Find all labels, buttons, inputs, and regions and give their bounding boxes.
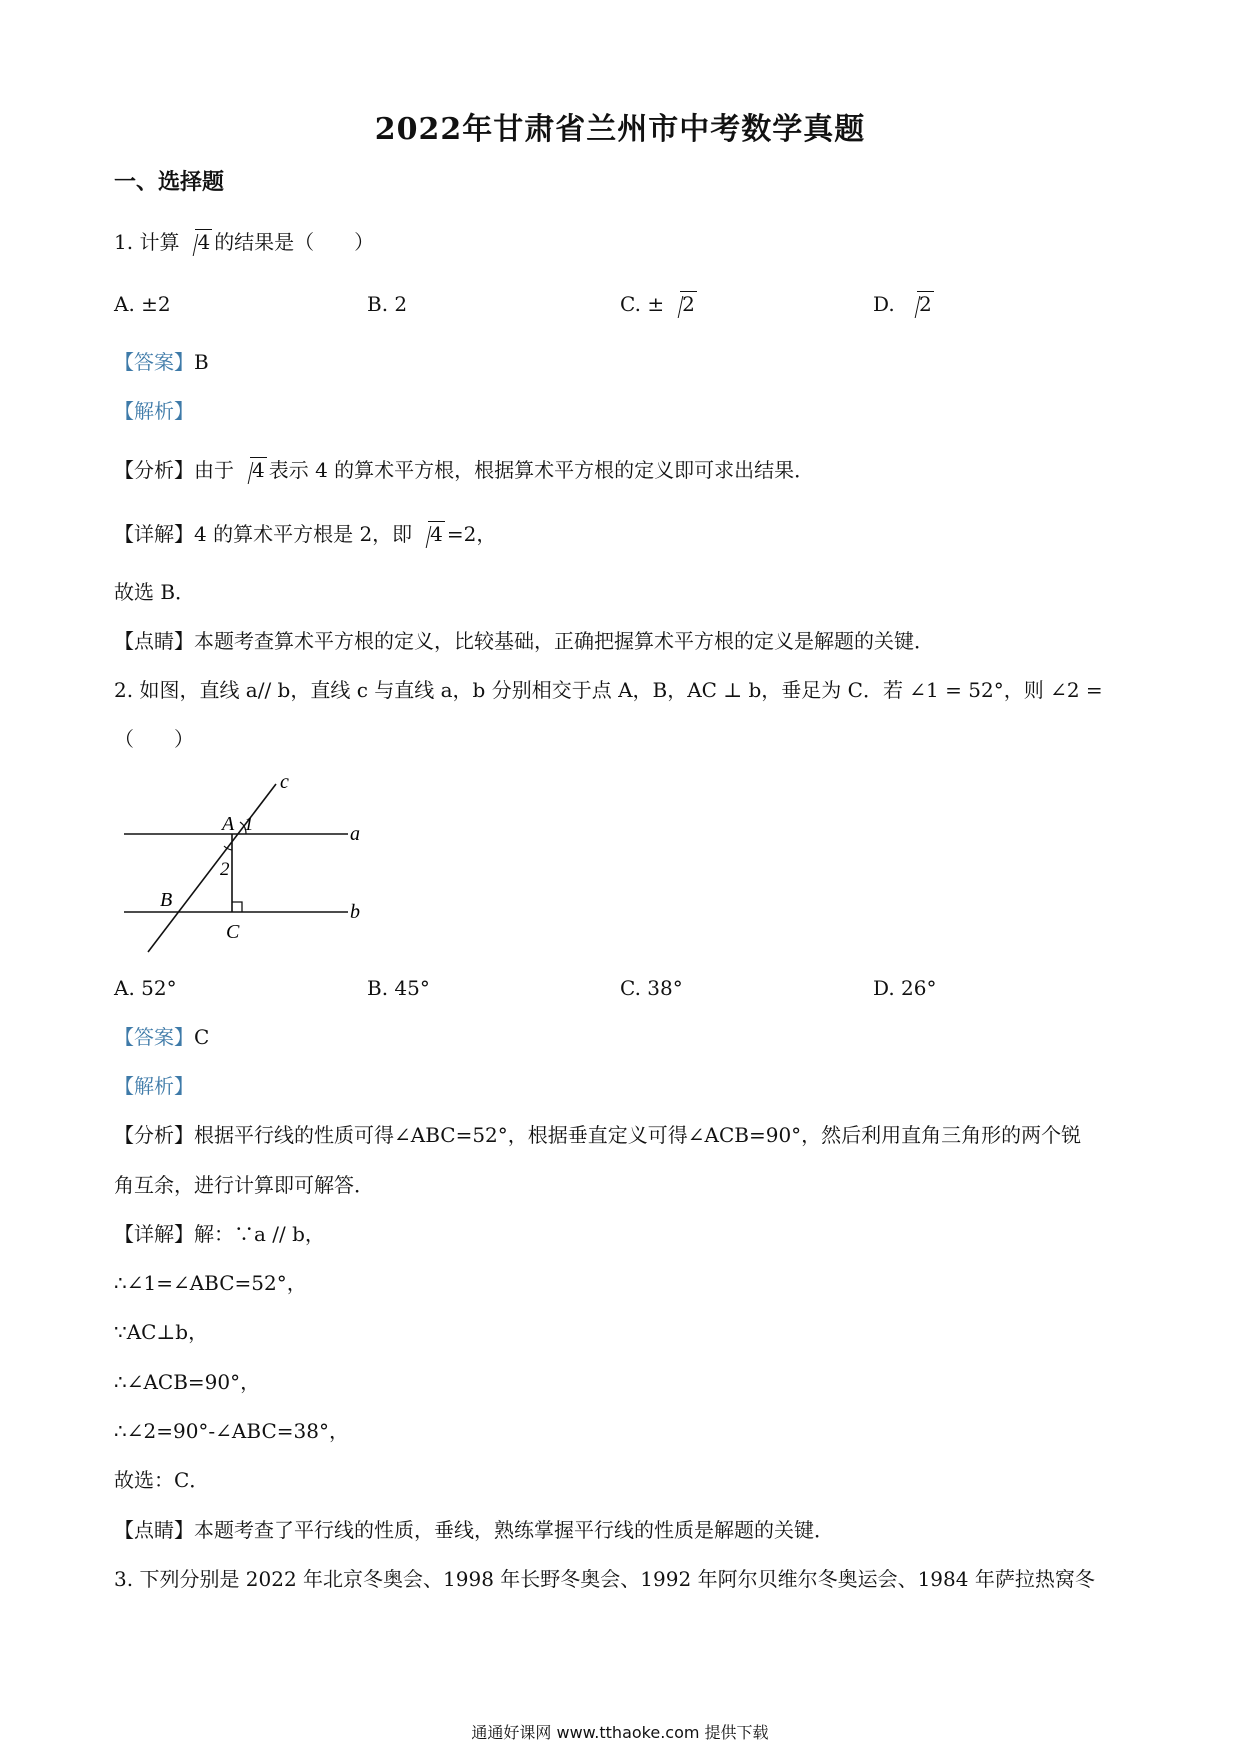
q2-answer-value: C: [194, 1025, 210, 1049]
q1-option-c: [620, 290, 699, 318]
q2-step-4: ∴∠ACB=90°，: [114, 1370, 261, 1394]
q1-stem-post: 的结果是（ ）: [214, 230, 375, 254]
q1-xiangjie-pre: 【详解】4 的算术平方根是 2，即: [114, 522, 413, 546]
q2-dianjing: 【点睛】本题考查了平行线的性质，垂线，熟练掌握平行线的性质是解题的关键．: [114, 1518, 834, 1542]
sqrt-symbol: [236, 456, 267, 484]
q1-fenxi-pre: 【分析】由于: [114, 458, 234, 482]
q1-answer: [114, 348, 1124, 376]
q2-answer: [114, 1023, 1124, 1051]
q3-stem-line1: 3. 下列分别是 2022 年北京冬奥会、1998 年长野冬奥会、1992 年阿尔贝维尔冬奥运会、1984 年萨拉热窝冬: [114, 1567, 1095, 1591]
q1-fenxi-radicand: 4: [252, 458, 265, 482]
q2-fenxi-line1: 【分析】根据平行线的性质可得∠ABC=52°，根据垂直定义可得∠ACB=90°，然后利用直角三角形的两个锐: [114, 1123, 1082, 1147]
q1-option-d: [873, 290, 936, 318]
q1-option-b: B. 2: [367, 292, 408, 316]
q2-option-d: D. 26°: [873, 976, 937, 1000]
q2-stem-line2: （ ）: [114, 727, 194, 751]
q1-guxuan: 故选 B．: [114, 580, 196, 604]
label-2: 2: [220, 859, 230, 880]
answer-tag: 【答案】: [114, 350, 194, 374]
q1-answer-value: B: [194, 350, 209, 374]
q1-fenxi-post: 表示 4 的算术平方根，根据算术平方根的定义即可求出结果．: [268, 458, 815, 482]
sqrt-symbol: [903, 290, 934, 318]
q2-step-2: ∴∠1=∠ABC=52°，: [114, 1271, 307, 1295]
q1-option-d-label: D.: [873, 292, 895, 316]
sqrt-symbol: [414, 520, 445, 548]
label-B: B: [160, 889, 173, 911]
q2-option-a: A. 52°: [114, 976, 177, 1000]
q1-xiangjie: [114, 520, 1124, 548]
sqrt-symbol: [666, 290, 697, 318]
right-angle-mark: [232, 902, 242, 912]
label-a: a: [350, 823, 360, 845]
q1-option-c-label: C.: [620, 292, 641, 316]
q1-stem-radicand: 4: [197, 230, 211, 254]
q1-option-c-radicand: 2: [682, 292, 695, 316]
section-heading: 一、选择题: [114, 169, 225, 195]
q1-xiangjie-radicand: 4: [430, 522, 443, 546]
q1-analysis-tag: 【解析】: [114, 399, 194, 423]
q1-stem-pre: 1. 计算: [114, 230, 180, 254]
q2-step-6: 故选：C．: [114, 1468, 210, 1492]
label-1: 1: [244, 814, 254, 835]
q1-stem: [114, 228, 1124, 256]
q1-dianjing: 【点睛】本题考查算术平方根的定义，比较基础，正确把握算术平方根的定义是解题的关键．: [114, 629, 934, 653]
geometry-figure: [114, 770, 394, 960]
q2-option-c: C. 38°: [620, 976, 683, 1000]
q2-step-5: ∴∠2=90°-∠ABC=38°，: [114, 1419, 349, 1443]
label-A: A: [222, 813, 235, 835]
q1-xiangjie-post: =2，: [446, 522, 497, 546]
sqrt-symbol: [181, 228, 212, 256]
q2-step-1: 【详解】解：∵a // b，: [114, 1222, 325, 1246]
q2-fenxi-line2: 角互余，进行计算即可解答．: [114, 1173, 374, 1197]
q1-fenxi: [114, 456, 1124, 484]
page-footer: 通通好课网 www.tthaoke.com 提供下载: [471, 1723, 769, 1742]
label-b: b: [350, 901, 360, 923]
line-c: [148, 784, 276, 952]
q1-option-c-prefix: ±: [647, 292, 665, 316]
q2-step-3: ∵AC⊥b，: [114, 1320, 209, 1344]
page-title: 2022年甘肃省兰州市中考数学真题: [374, 112, 866, 147]
answer-tag: 【答案】: [114, 1025, 194, 1049]
label-c: c: [280, 771, 289, 793]
q1-option-d-radicand: 2: [919, 292, 932, 316]
label-C: C: [226, 921, 240, 943]
q2-analysis-tag: 【解析】: [114, 1074, 194, 1098]
q1-option-a: A. ±2: [114, 292, 171, 316]
q2-option-b: B. 45°: [367, 976, 430, 1000]
q2-stem-line1: 2. 如图，直线 a// b，直线 c 与直线 a，b 分别相交于点 A，B，AC ⊥ b，垂足为 C．若 ∠1 = 52°，则 ∠2 =: [114, 678, 1103, 702]
